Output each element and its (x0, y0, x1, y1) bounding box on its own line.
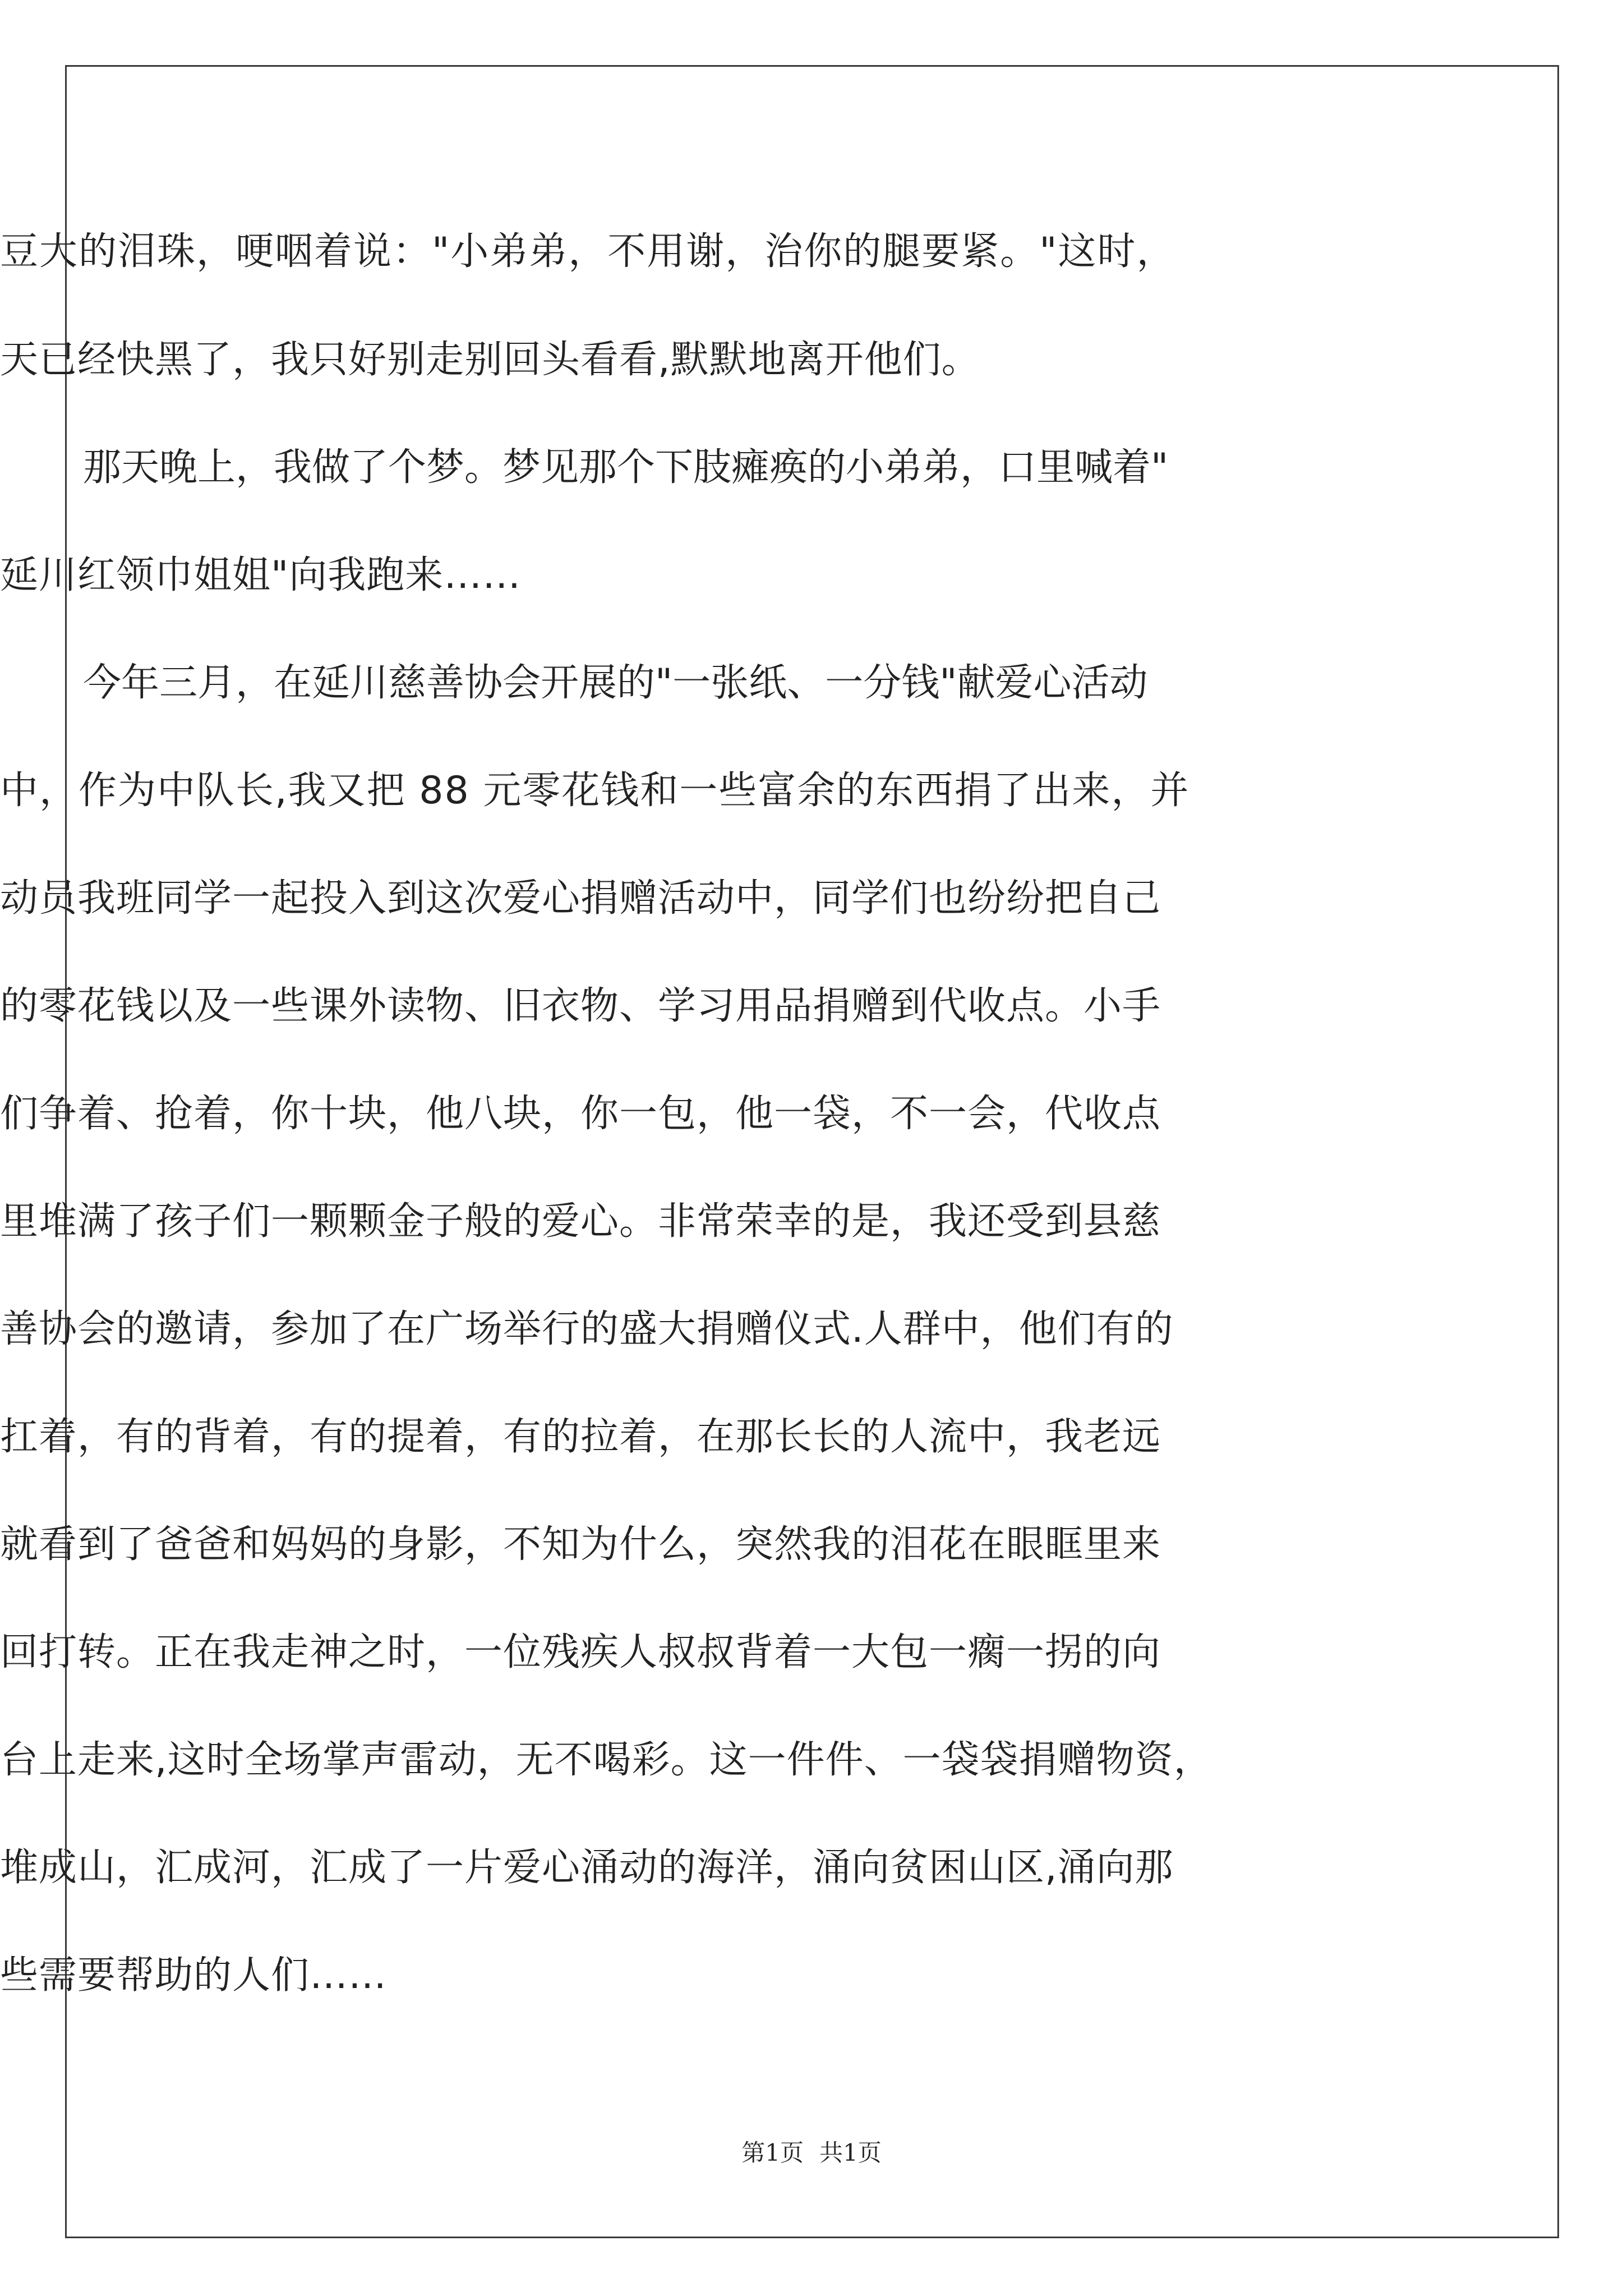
text-line: 堆成山，汇成河，汇成了一片爱心涌动的海洋，涌向贫困山区,涌向那 (0, 1846, 1174, 1890)
text-line: 里堆满了孩子们一颗颗金子般的爱心。非常荣幸的是，我还受到县慈 (0, 1199, 1161, 1244)
text-line: 们争着、抢着，你十块，他八块，你一包，他一袋，不一会，代收点 (0, 1092, 1161, 1136)
text-line: 回打转。正在我走神之时，一位残疾人叔叔背着一大包一瘸一拐的向 (0, 1630, 1161, 1674)
text-line: 中，作为中队长,我又把 88 元零花钱和一些富余的东西捐了出来，并 (0, 769, 1190, 813)
text-line: 延川红领巾姐姐"向我跑来…… (0, 553, 522, 597)
text-line: 扛着，有的背着，有的提着，有的拉着，在那长长的人流中，我老远 (0, 1415, 1161, 1459)
page-footer (0, 2134, 1623, 2168)
paragraph-start: 那天晚上，我做了个梦。梦见那个下肢瘫痪的小弟弟，口里喊着" (83, 445, 1169, 490)
page-frame (65, 65, 1559, 2238)
paragraph-start: 今年三月，在延川慈善协会开展的"一张纸、一分钱"献爱心活动 (83, 661, 1148, 705)
text-line: 的零花钱以及一些课外读物、旧衣物、学习用品捐赠到代收点。小手 (0, 984, 1161, 1028)
text-line: 台上走来,这时全场掌声雷动，无不喝彩。这一件件、一袋袋捐赠物资， (0, 1738, 1212, 1782)
page-total: 共1页 (819, 2139, 882, 2166)
text-line: 豆大的泪珠，哽咽着说："小弟弟，不用谢，治你的腿要紧。"这时， (0, 229, 1176, 274)
page-number: 第1页 (741, 2139, 804, 2166)
text-line: 善协会的邀请，参加了在广场举行的盛大捐赠仪式.人群中，他们有的 (0, 1307, 1174, 1351)
text-line: 天已经快黑了，我只好别走别回头看看,默默地离开他们。 (0, 338, 980, 382)
text-line: 动员我班同学一起投入到这次爱心捐赠活动中，同学们也纷纷把自己 (0, 876, 1161, 921)
text-line: 些需要帮助的人们…… (0, 1953, 388, 1998)
text-line: 就看到了爸爸和妈妈的身影，不知为什么，突然我的泪花在眼眶里来 (0, 1522, 1161, 1567)
